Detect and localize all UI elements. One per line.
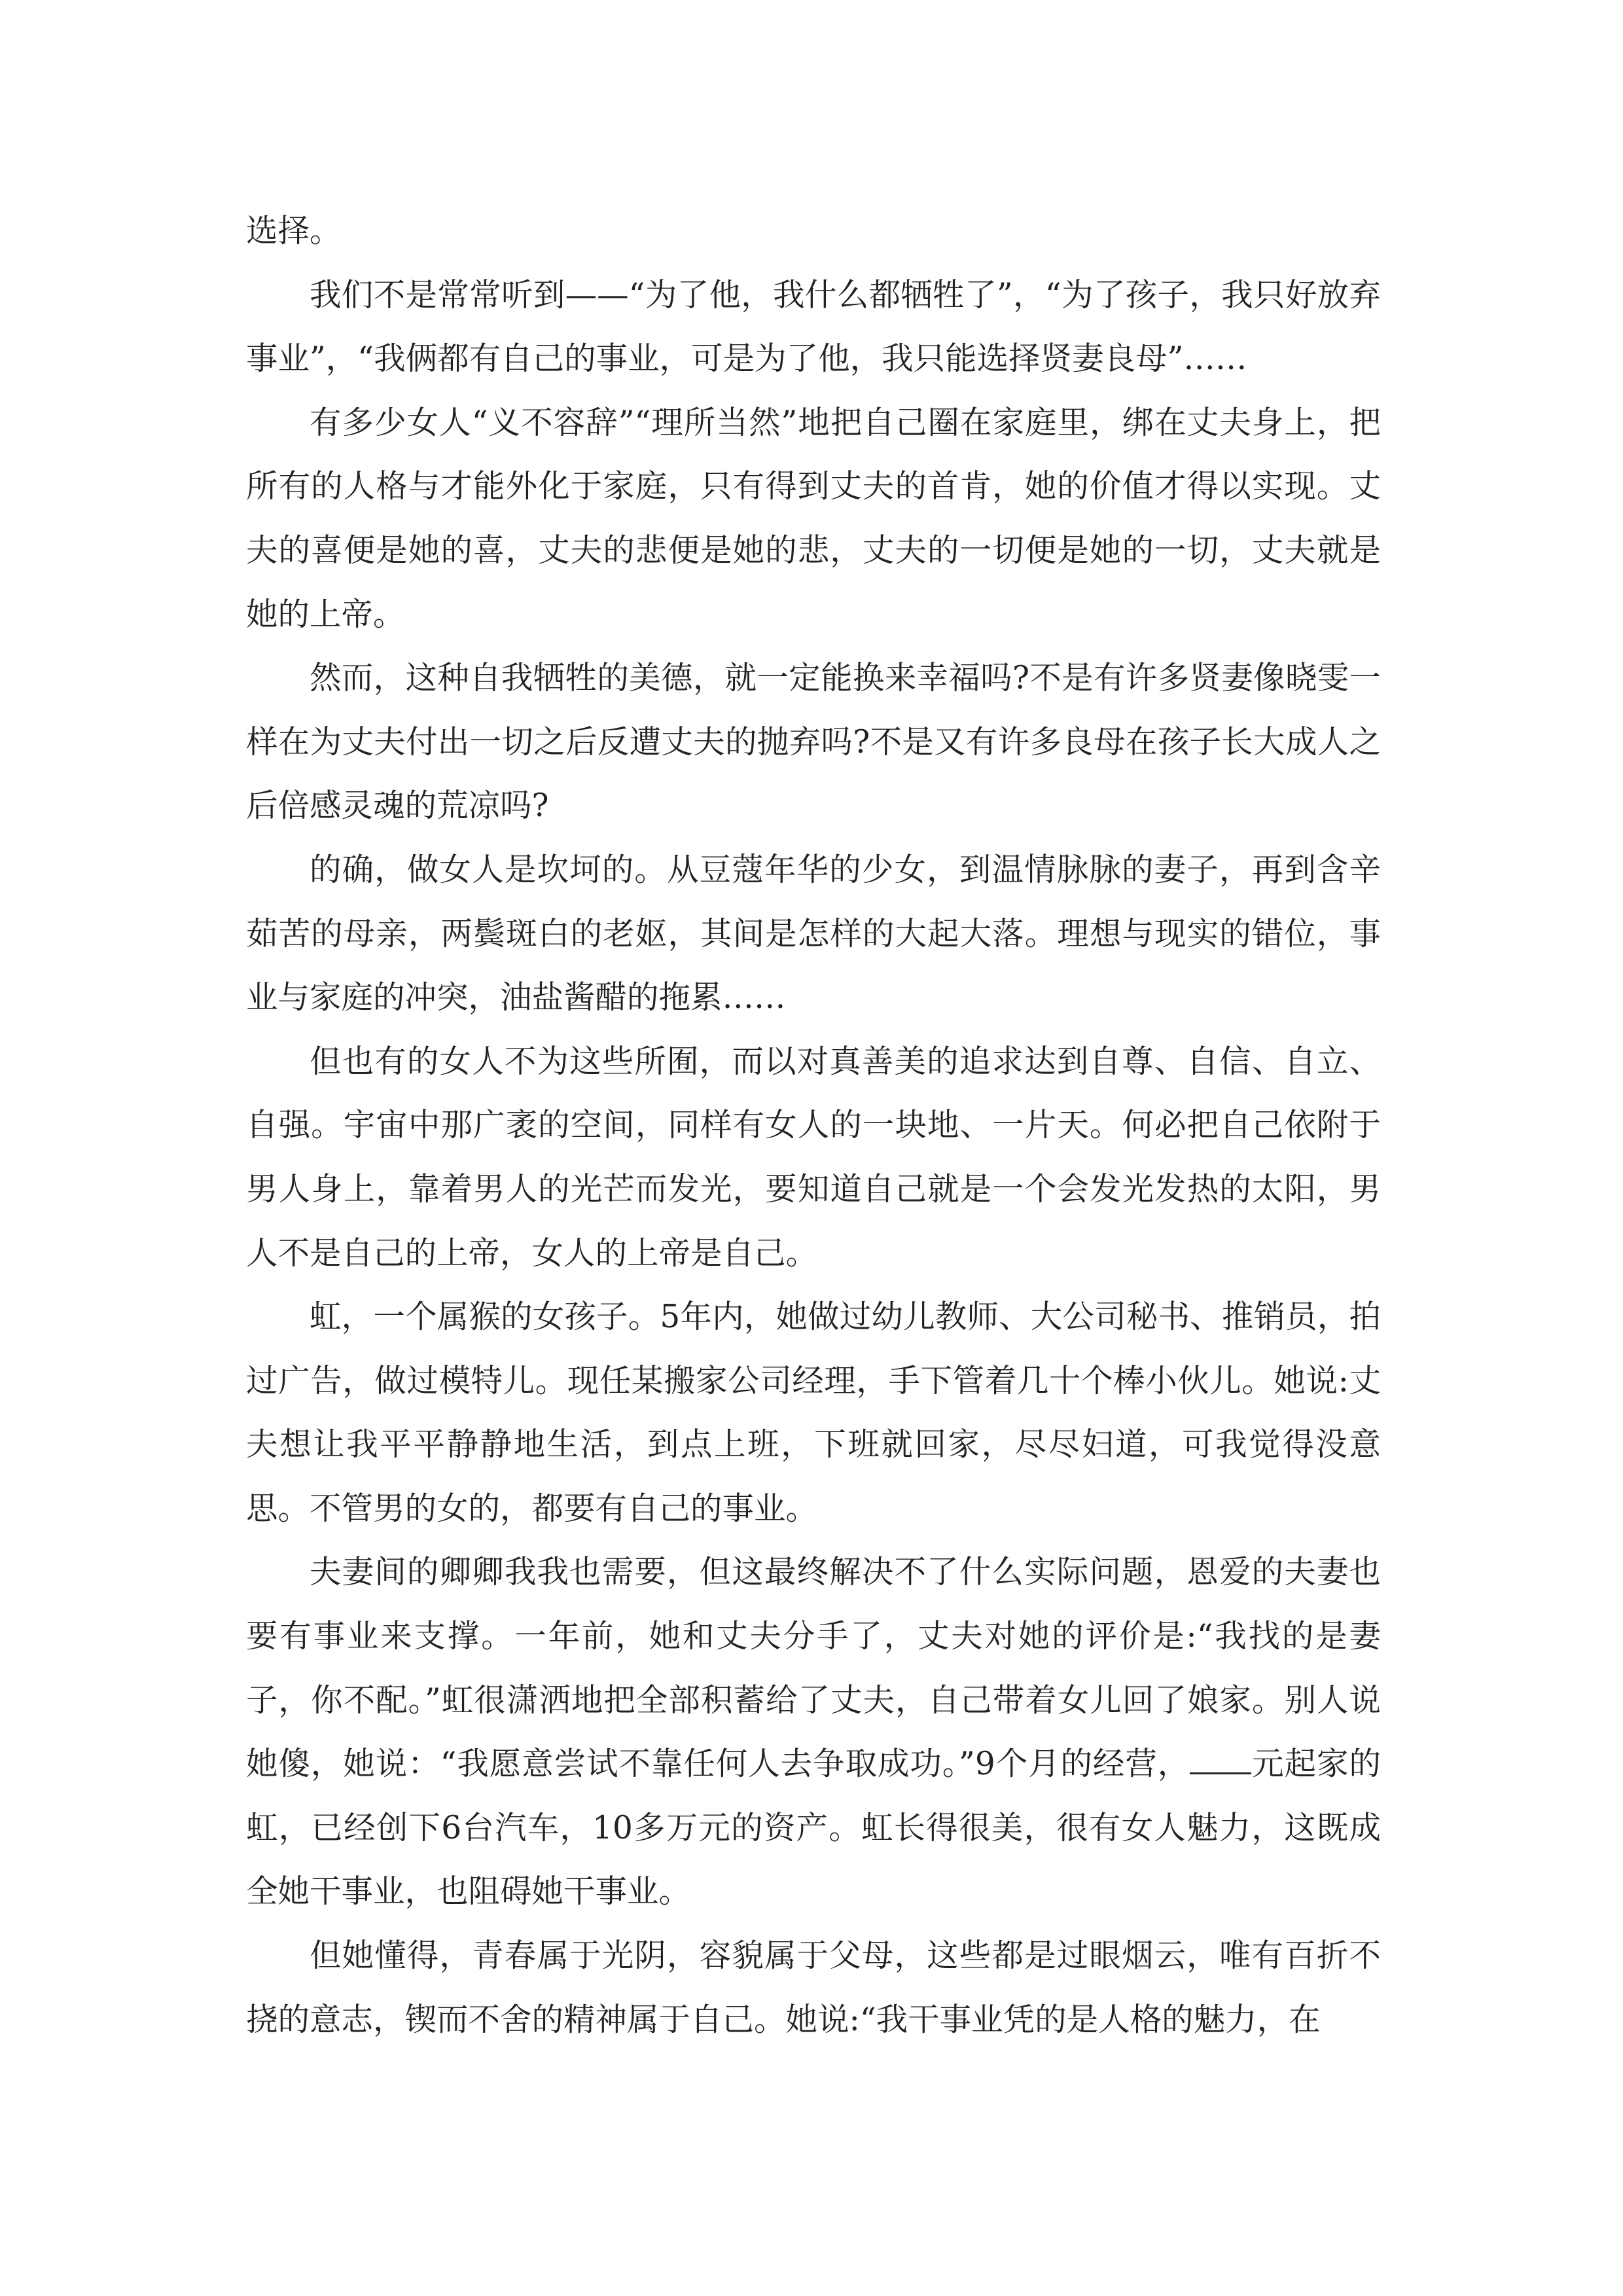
paragraph: 我们不是常常听到——“为了他，我什么都牺牲了”，“为了孩子，我只好放弃事业”，“我俩都有自己的事业，可是为了他，我只能选择贤妻良母”……	[246, 276, 1381, 378]
paragraph-text-before-blank: 夫妻间的卿卿我我也需要，但这最终解决不了什么实际问题，恩爱的夫妻也要有事业来支撑。一年前，她和丈夫分手了，丈夫对她的评价是:“我找的是妻子，你不配。”虹很潇洒地把全部积蓄给了丈夫，自己带着女儿回了娘家。别人说她傻，她说：“我愿意尝试不靠任何人去争取成功。”9个月的经营，	[246, 1554, 1381, 1783]
paragraph-text-after-blank: 元起家的虹，已经创下6台汽车，10多万元的资产。虹长得很美，很有女人魅力，这既成全她干事业，也阻碍她干事业。	[246, 1746, 1381, 1910]
document-page	[246, 200, 1381, 2052]
paragraph: 的确，做女人是坎坷的。从豆蔻年华的少女，到温情脉脉的妻子，再到含辛茹苦的母亲，两鬓斑白的老妪，其间是怎样的大起大落。理想与现实的错位，事业与家庭的冲突，油盐酱醋的拖累……	[246, 851, 1381, 1016]
paragraph: 虹，一个属猴的女孩子。5年内，她做过幼儿教师、大公司秘书、推销员，拍过广告，做过模特儿。现任某搬家公司经理，手下管着几十个棒小伙儿。她说:丈夫想让我平平静静地生活，到点上班，下班就回家，尽尽妇道，可我觉得没意思。不管男的女的，都要有自己的事业。	[246, 1299, 1381, 1527]
paragraph: 但她懂得，青春属于光阴，容貌属于父母，这些都是过眼烟云，唯有百折不挠的意志，锲而不舍的精神属于自己。她说:“我干事业凭的是人格的魅力，在	[246, 1937, 1381, 2038]
paragraph-continuation: 选择。	[246, 213, 342, 249]
paragraph-with-blank	[246, 1541, 1381, 1924]
paragraph: 有多少女人“义不容辞”“理所当然”地把自己圈在家庭里，绑在丈夫身上，把所有的人格与才能外化于家庭，只有得到丈夫的首肯，她的价值才得以实现。丈夫的喜便是她的喜，丈夫的悲便是她的悲，丈夫的一切便是她的一切，丈夫就是她的上帝。	[246, 404, 1381, 633]
fill-in-blank	[1190, 1746, 1251, 1774]
paragraph: 然而，这种自我牺牲的美德，就一定能换来幸福吗?不是有许多贤妻像晓雯一样在为丈夫付出一切之后反遭丈夫的抛弃吗?不是又有许多良母在孩子长大成人之后倍感灵魂的荒凉吗?	[246, 660, 1381, 825]
paragraph: 但也有的女人不为这些所囿，而以对真善美的追求达到自尊、自信、自立、自强。宇宙中那广袤的空间，同样有女人的一块地、一片天。何必把自己依附于男人身上，靠着男人的光芒而发光，要知道自己就是一个会发光发热的太阳，男人不是自己的上帝，女人的上帝是自己。	[246, 1043, 1381, 1272]
